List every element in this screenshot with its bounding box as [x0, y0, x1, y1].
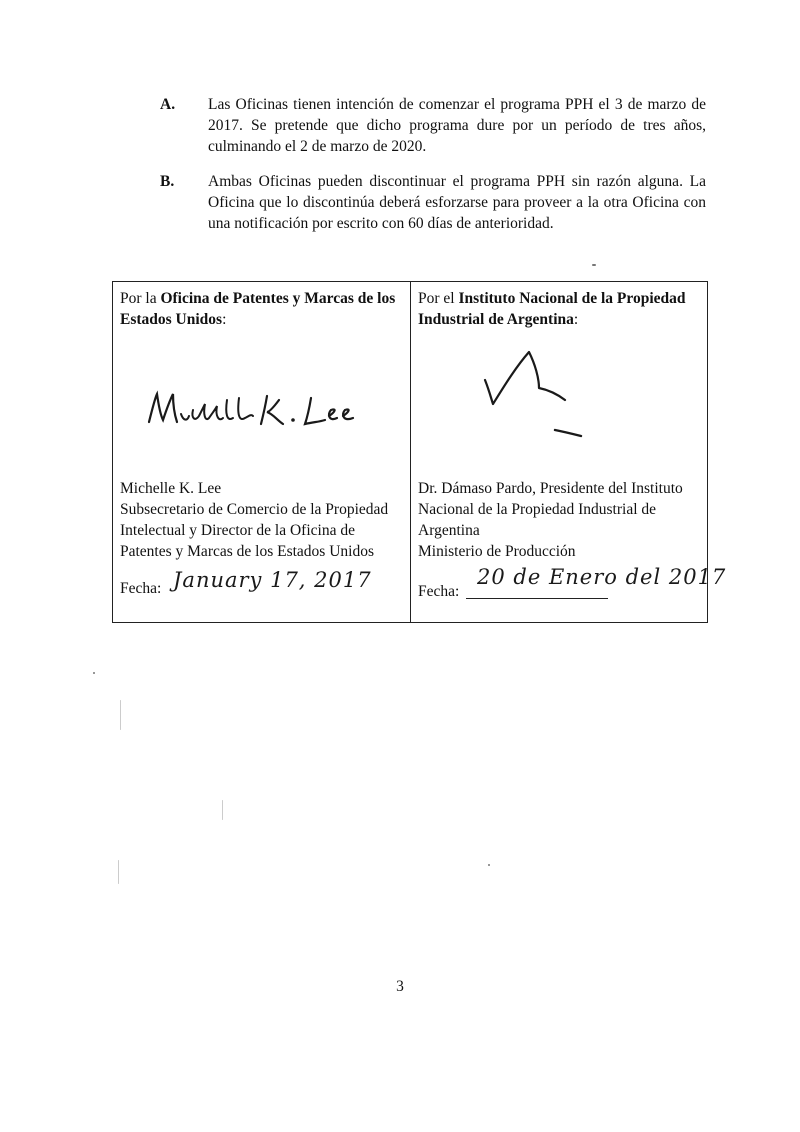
handwritten-signature-pardo: [477, 342, 617, 442]
paragraph-text: Las Oficinas tienen intención de comenzar el programa PPH el 3 de marzo de 2017. Se pretende que dicho programa dure por un período de tres años, culminando el 2 de marzo de 2020.: [208, 96, 706, 155]
page-number: 3: [396, 978, 404, 995]
scan-speck: [488, 864, 490, 866]
paragraph-label: A.: [160, 96, 176, 113]
heading-suffix: :: [573, 311, 579, 328]
date-field-left: [120, 578, 161, 599]
signatory-ministry: Ministerio de Producción: [418, 543, 576, 560]
signatory-block-pardo: [418, 478, 701, 562]
paragraph-label: B.: [160, 173, 175, 190]
scan-speck: [118, 860, 119, 884]
handwritten-date-left: January 17, 2017: [173, 568, 372, 592]
handwritten-date-right: 20 de Enero del 2017: [477, 565, 727, 589]
date-label: Fecha:: [418, 583, 460, 600]
paragraph-a: [160, 94, 706, 157]
heading-prefix: Por la: [120, 290, 157, 307]
scan-speck: [222, 800, 223, 820]
paragraph-text: Ambas Oficinas pueden discontinuar el programa PPH sin razón alguna. La Oficina que lo discontinúa deberá esforzarse para proveer a la otra Oficina con una notificación por escrito con 60 días de anterioridad.: [208, 173, 706, 232]
signature-cell-inpi: [411, 282, 727, 622]
scan-speck: [592, 264, 596, 266]
signature-table: [112, 281, 727, 623]
scan-speck: [93, 672, 95, 674]
handwritten-signature-lee: [143, 386, 383, 436]
paragraph-b: [160, 171, 706, 234]
heading-suffix: :: [222, 311, 227, 328]
signatory-name: Michelle K. Lee: [120, 480, 222, 497]
heading-prefix: Por el: [418, 290, 455, 307]
signatory-block-lee: [120, 478, 404, 562]
date-label: Fecha:: [120, 580, 162, 597]
scan-speck: [120, 700, 121, 730]
signature-heading: [120, 288, 402, 330]
heading-org: Instituto Nacional de la Propiedad Industrial de Argentina: [418, 290, 686, 328]
signatory-name-title: Dr. Dámaso Pardo, Presidente del Instituto Nacional de la Propiedad Industrial de Argentina: [418, 480, 683, 539]
date-underline: [466, 598, 608, 599]
signature-cell-uspto: [113, 282, 410, 622]
signature-heading: [418, 288, 699, 330]
date-field-right: [418, 581, 459, 602]
heading-org: Oficina de Patentes y Marcas de los Estados Unidos: [120, 290, 396, 328]
signatory-title: Subsecretario de Comercio de la Propiedad Intelectual y Director de la Oficina de Patentes y Marcas de los Estados Unidos: [120, 501, 389, 560]
